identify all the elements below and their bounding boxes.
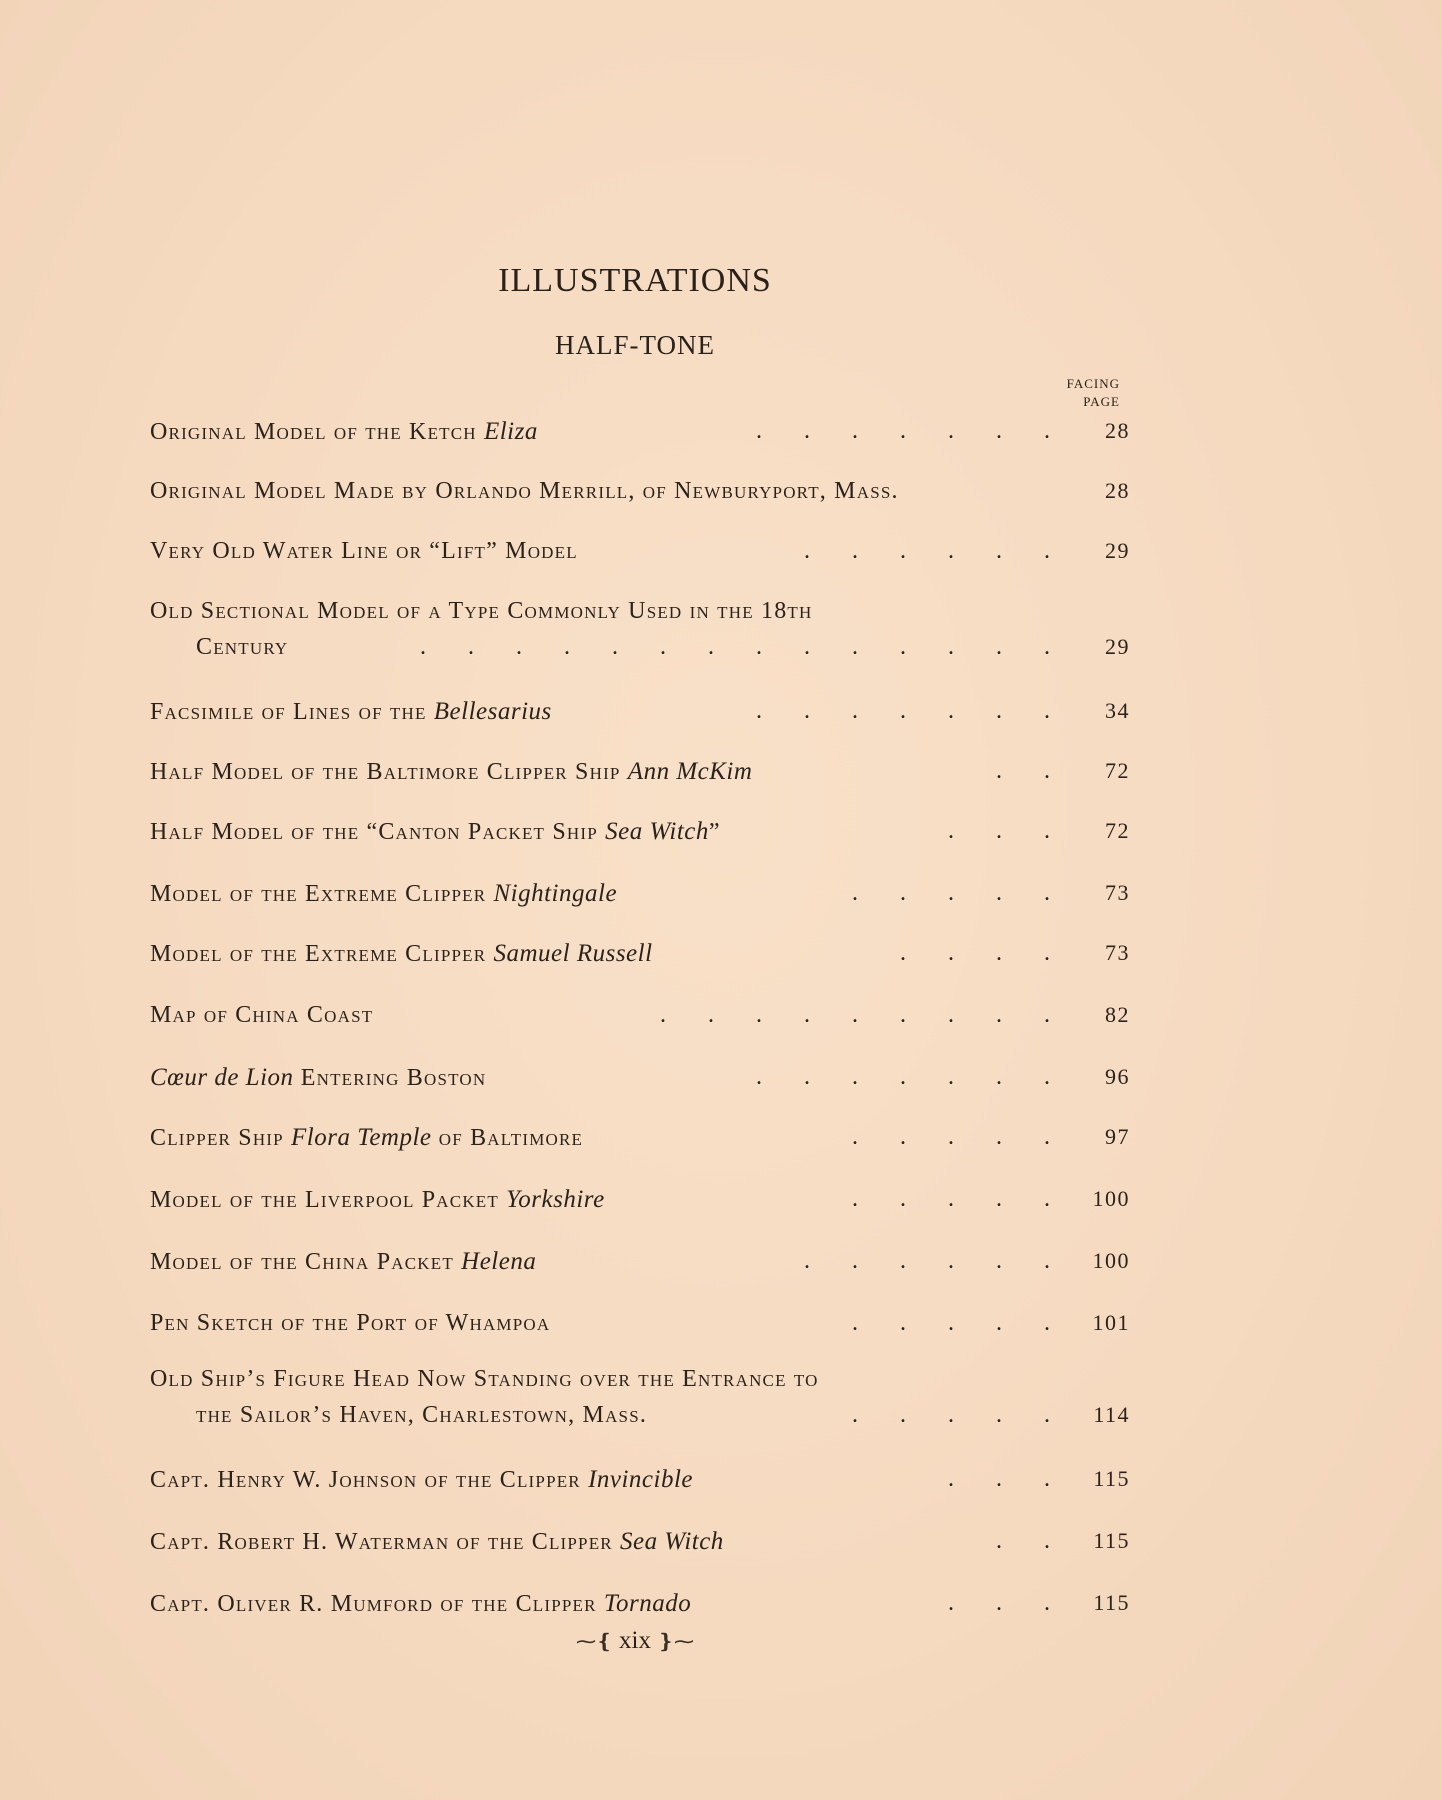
dot-leader: . . . . . [852, 880, 1050, 906]
entry-title-text: Capt. Robert H. Waterman of the Clipper [150, 1529, 613, 1555]
entry-title-text: Capt. Henry W. Johnson of the Clipper [150, 1467, 581, 1493]
entry-title-text: Model of the Liverpool Packet [150, 1187, 499, 1213]
dot-leader: . . . . . [852, 1186, 1050, 1212]
entry-title-text: Facsimile of Lines of the [150, 699, 427, 725]
entry-title [150, 1186, 605, 1214]
entry-title-suffix: ” [708, 819, 721, 845]
right-ornament-icon: ❵⁓ [657, 1631, 694, 1653]
dot-leader: . . . . [900, 940, 1050, 966]
entry-title [150, 1310, 550, 1337]
entry-title [150, 940, 653, 968]
list-item [150, 1124, 1130, 1164]
ship-name: Flora Temple [291, 1124, 432, 1151]
entry-title [150, 538, 578, 565]
entry-title-text: Half Model of the “Canton Packet Ship [150, 819, 598, 845]
ship-name: Cœur de Lion [150, 1064, 294, 1091]
list-item [150, 698, 1130, 738]
entry-title-text: Half Model of the Baltimore Clipper Ship [150, 759, 621, 785]
page-title: ILLUSTRATIONS [498, 262, 772, 299]
facing-page-number: 114 [1093, 1402, 1130, 1427]
facing-page-number: 29 [1105, 538, 1130, 563]
list-item [150, 1590, 1130, 1630]
list-item [150, 538, 1130, 578]
ship-name: Sea Witch [605, 818, 709, 845]
facing-page-number: 100 [1092, 1186, 1130, 1211]
dot-leader: . . . [948, 818, 1050, 844]
facing-page-number: 72 [1105, 818, 1130, 843]
entry-title-text: Original Model Made by Orlando Merrill, of Newburyport, Mass. [150, 478, 899, 504]
entry-title [150, 598, 812, 625]
left-ornament-icon: ⁓❴ [576, 1631, 613, 1653]
dot-leader: . . . . . . . [756, 1064, 1050, 1090]
dot-leader: . . . . . [852, 1124, 1050, 1150]
page-label: PAGE [1083, 394, 1120, 409]
entry-title-text: Very Old Water Line or “Lift” Model [150, 538, 578, 564]
list-item [150, 940, 1130, 980]
dot-leader: . . . . . [852, 1402, 1050, 1428]
entry-title-text: Model of the Extreme Clipper [150, 941, 487, 967]
entry-title [150, 418, 538, 446]
entry-title-suffix: Entering Boston [300, 1065, 487, 1091]
facing-page-number: 73 [1105, 880, 1130, 905]
entry-title [150, 1366, 819, 1393]
facing-page-number: 115 [1093, 1590, 1130, 1615]
ship-name: Sea Witch [620, 1528, 724, 1555]
facing-page-number: 72 [1105, 758, 1130, 783]
entry-title [150, 1002, 373, 1029]
list-item-continuation [150, 634, 1130, 674]
facing-page-number: 28 [1105, 478, 1130, 503]
list-item [150, 478, 1130, 518]
entry-title-text: Model of the Extreme Clipper [150, 881, 487, 907]
dot-leader: . . . [948, 1590, 1050, 1616]
ship-name: Helena [461, 1248, 537, 1275]
list-item [150, 1466, 1130, 1506]
ship-name: Invincible [588, 1466, 694, 1493]
entry-title-continued: Century [196, 634, 289, 660]
entry-title-continued: the Sailor’s Haven, Charlestown, Mass. [196, 1402, 648, 1428]
dot-leader: . . . . . . [804, 538, 1050, 564]
list-item [150, 598, 1130, 638]
entry-title [150, 1064, 486, 1092]
ship-name: Nightingale [493, 880, 618, 907]
list-item [150, 880, 1130, 920]
facing-page-number: 100 [1092, 1248, 1130, 1273]
facing-label: FACING [1066, 376, 1120, 391]
entry-title [150, 1124, 583, 1152]
list-item [150, 1002, 1130, 1042]
ship-name: Bellesarius [433, 698, 552, 725]
entry-title [150, 1528, 724, 1556]
dot-leader: . . . . . . [804, 1248, 1050, 1274]
entry-title [150, 698, 552, 726]
list-item [150, 1186, 1130, 1226]
list-item [150, 1366, 1130, 1406]
list-item [150, 1064, 1130, 1104]
entry-title [150, 880, 617, 908]
entry-title [150, 758, 752, 786]
ship-name: Samuel Russell [493, 940, 653, 967]
ship-name: Eliza [483, 418, 538, 445]
entry-title-text: Old Ship’s Figure Head Now Standing over the Entrance to [150, 1366, 819, 1392]
entry-title-suffix: of Baltimore [438, 1125, 584, 1151]
ship-name: Ann McKim [627, 758, 753, 785]
section-subtitle: HALF-TONE [555, 330, 715, 360]
facing-page-number: 115 [1093, 1466, 1130, 1491]
list-item [150, 1528, 1130, 1568]
entry-title-text: Model of the China Packet [150, 1249, 454, 1275]
facing-page-number: 82 [1105, 1002, 1130, 1027]
entry-title-text: Clipper Ship [150, 1125, 284, 1151]
facing-page-number: 29 [1105, 634, 1130, 659]
entry-title-text: Old Sectional Model of a Type Commonly Used in the 18th [150, 598, 813, 624]
facing-page-number: 97 [1105, 1124, 1130, 1149]
facing-page-number: 34 [1105, 698, 1130, 723]
facing-page-number: 115 [1093, 1528, 1130, 1553]
list-item [150, 758, 1130, 798]
dot-leader: . . . . . [852, 1310, 1050, 1336]
entry-title [150, 818, 721, 846]
list-item [150, 818, 1130, 858]
entry-title [150, 1466, 693, 1494]
entry-title-text: Capt. Oliver R. Mumford of the Clipper [150, 1591, 597, 1617]
entry-title [150, 1248, 536, 1276]
entry-title-text: Pen Sketch of the Port of Whampoa [150, 1310, 551, 1336]
ship-name: Tornado [603, 1590, 692, 1617]
dot-leader: . . . . . . . . . [660, 1002, 1050, 1028]
facing-page-number: 96 [1105, 1064, 1130, 1089]
page-folio [0, 1627, 1270, 1655]
list-item [150, 1248, 1130, 1288]
entry-title [150, 1590, 691, 1618]
dot-leader: . . . . . . . . . . . . . . [420, 634, 1050, 660]
dot-leader: . . . . . . . [756, 698, 1050, 724]
entry-title [150, 478, 899, 505]
list-item-continuation [150, 1402, 1130, 1442]
dot-leader: . . [996, 1528, 1050, 1554]
entry-title-text: Map of China Coast [150, 1002, 374, 1028]
facing-page-number: 101 [1092, 1310, 1130, 1335]
list-item [150, 418, 1130, 458]
list-item [150, 1310, 1130, 1350]
dot-leader: . . . . . . . [756, 418, 1050, 444]
dot-leader: . . [996, 758, 1050, 784]
facing-page-number: 28 [1105, 418, 1130, 443]
folio-number: xix [619, 1627, 651, 1654]
entry-title-text: Original Model of the Ketch [150, 419, 477, 445]
ship-name: Yorkshire [506, 1186, 605, 1213]
facing-page-number: 73 [1105, 940, 1130, 965]
dot-leader: . . . [948, 1466, 1050, 1492]
